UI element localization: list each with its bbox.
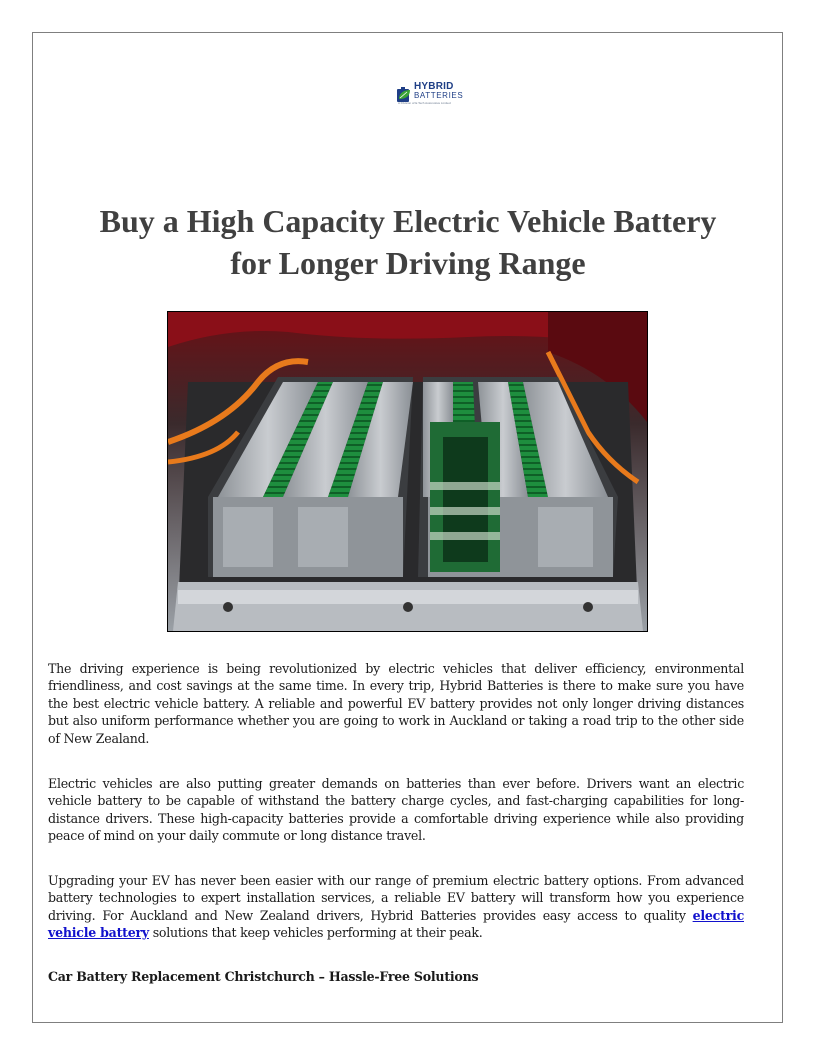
title-line-1: Buy a High Capacity Electric Vehicle Battery bbox=[99, 203, 717, 239]
section-subheading: Car Battery Replacement Christchurch – Hassle-Free Solutions bbox=[48, 969, 479, 984]
title-line-2: for Longer Driving Range bbox=[230, 245, 586, 281]
upgrade-text-before: Upgrading your EV has never been easier with our range of premium electric battery options. From advanced battery technologies to expert installation services, a reliable EV battery will transform how you experience driving. For Auckland and New Zealand drivers, Hybrid Batteries provides easy access to quality bbox=[48, 873, 744, 923]
ev-battery-pack-photo bbox=[167, 311, 648, 632]
demands-paragraph: Electric vehicles are also putting greater demands on batteries than ever before. Drivers want an electric vehicle battery to be capable of withstand the battery charge cycles, and fast-charging capabilities for long-distance drivers. These high-capacity batteries provide a comfortable driving experience while also providing peace of mind on your daily commute or long distance travel. bbox=[48, 776, 744, 844]
electric-vehicle-battery-link[interactable]: electric vehicle battery bbox=[48, 907, 744, 941]
upgrade-paragraph bbox=[48, 872, 744, 942]
logo-tagline: A Division of E Tech Automotive Limited bbox=[398, 101, 451, 105]
logo-word-hybrid: HYBRID bbox=[414, 81, 454, 92]
upgrade-text-after: solutions that keep vehicles performing at their peak. bbox=[148, 925, 483, 941]
hybrid-batteries-logo[interactable] bbox=[395, 82, 465, 106]
intro-paragraph: The driving experience is being revolutionized by electric vehicles that deliver efficiency, environmental friendliness, and cost savings at the same time. In every trip, Hybrid Batteries is there to make sure you have the best electric vehicle battery. A reliable and powerful EV battery provides not only longer driving distances but also uniform performance whether you are going to work in Auckland or taking a road trip to the other side of New Zealand. bbox=[48, 661, 744, 746]
logo-word-batteries: BATTERIES bbox=[414, 91, 464, 100]
ev-battery-illustration bbox=[168, 312, 647, 631]
page-title bbox=[50, 200, 766, 284]
